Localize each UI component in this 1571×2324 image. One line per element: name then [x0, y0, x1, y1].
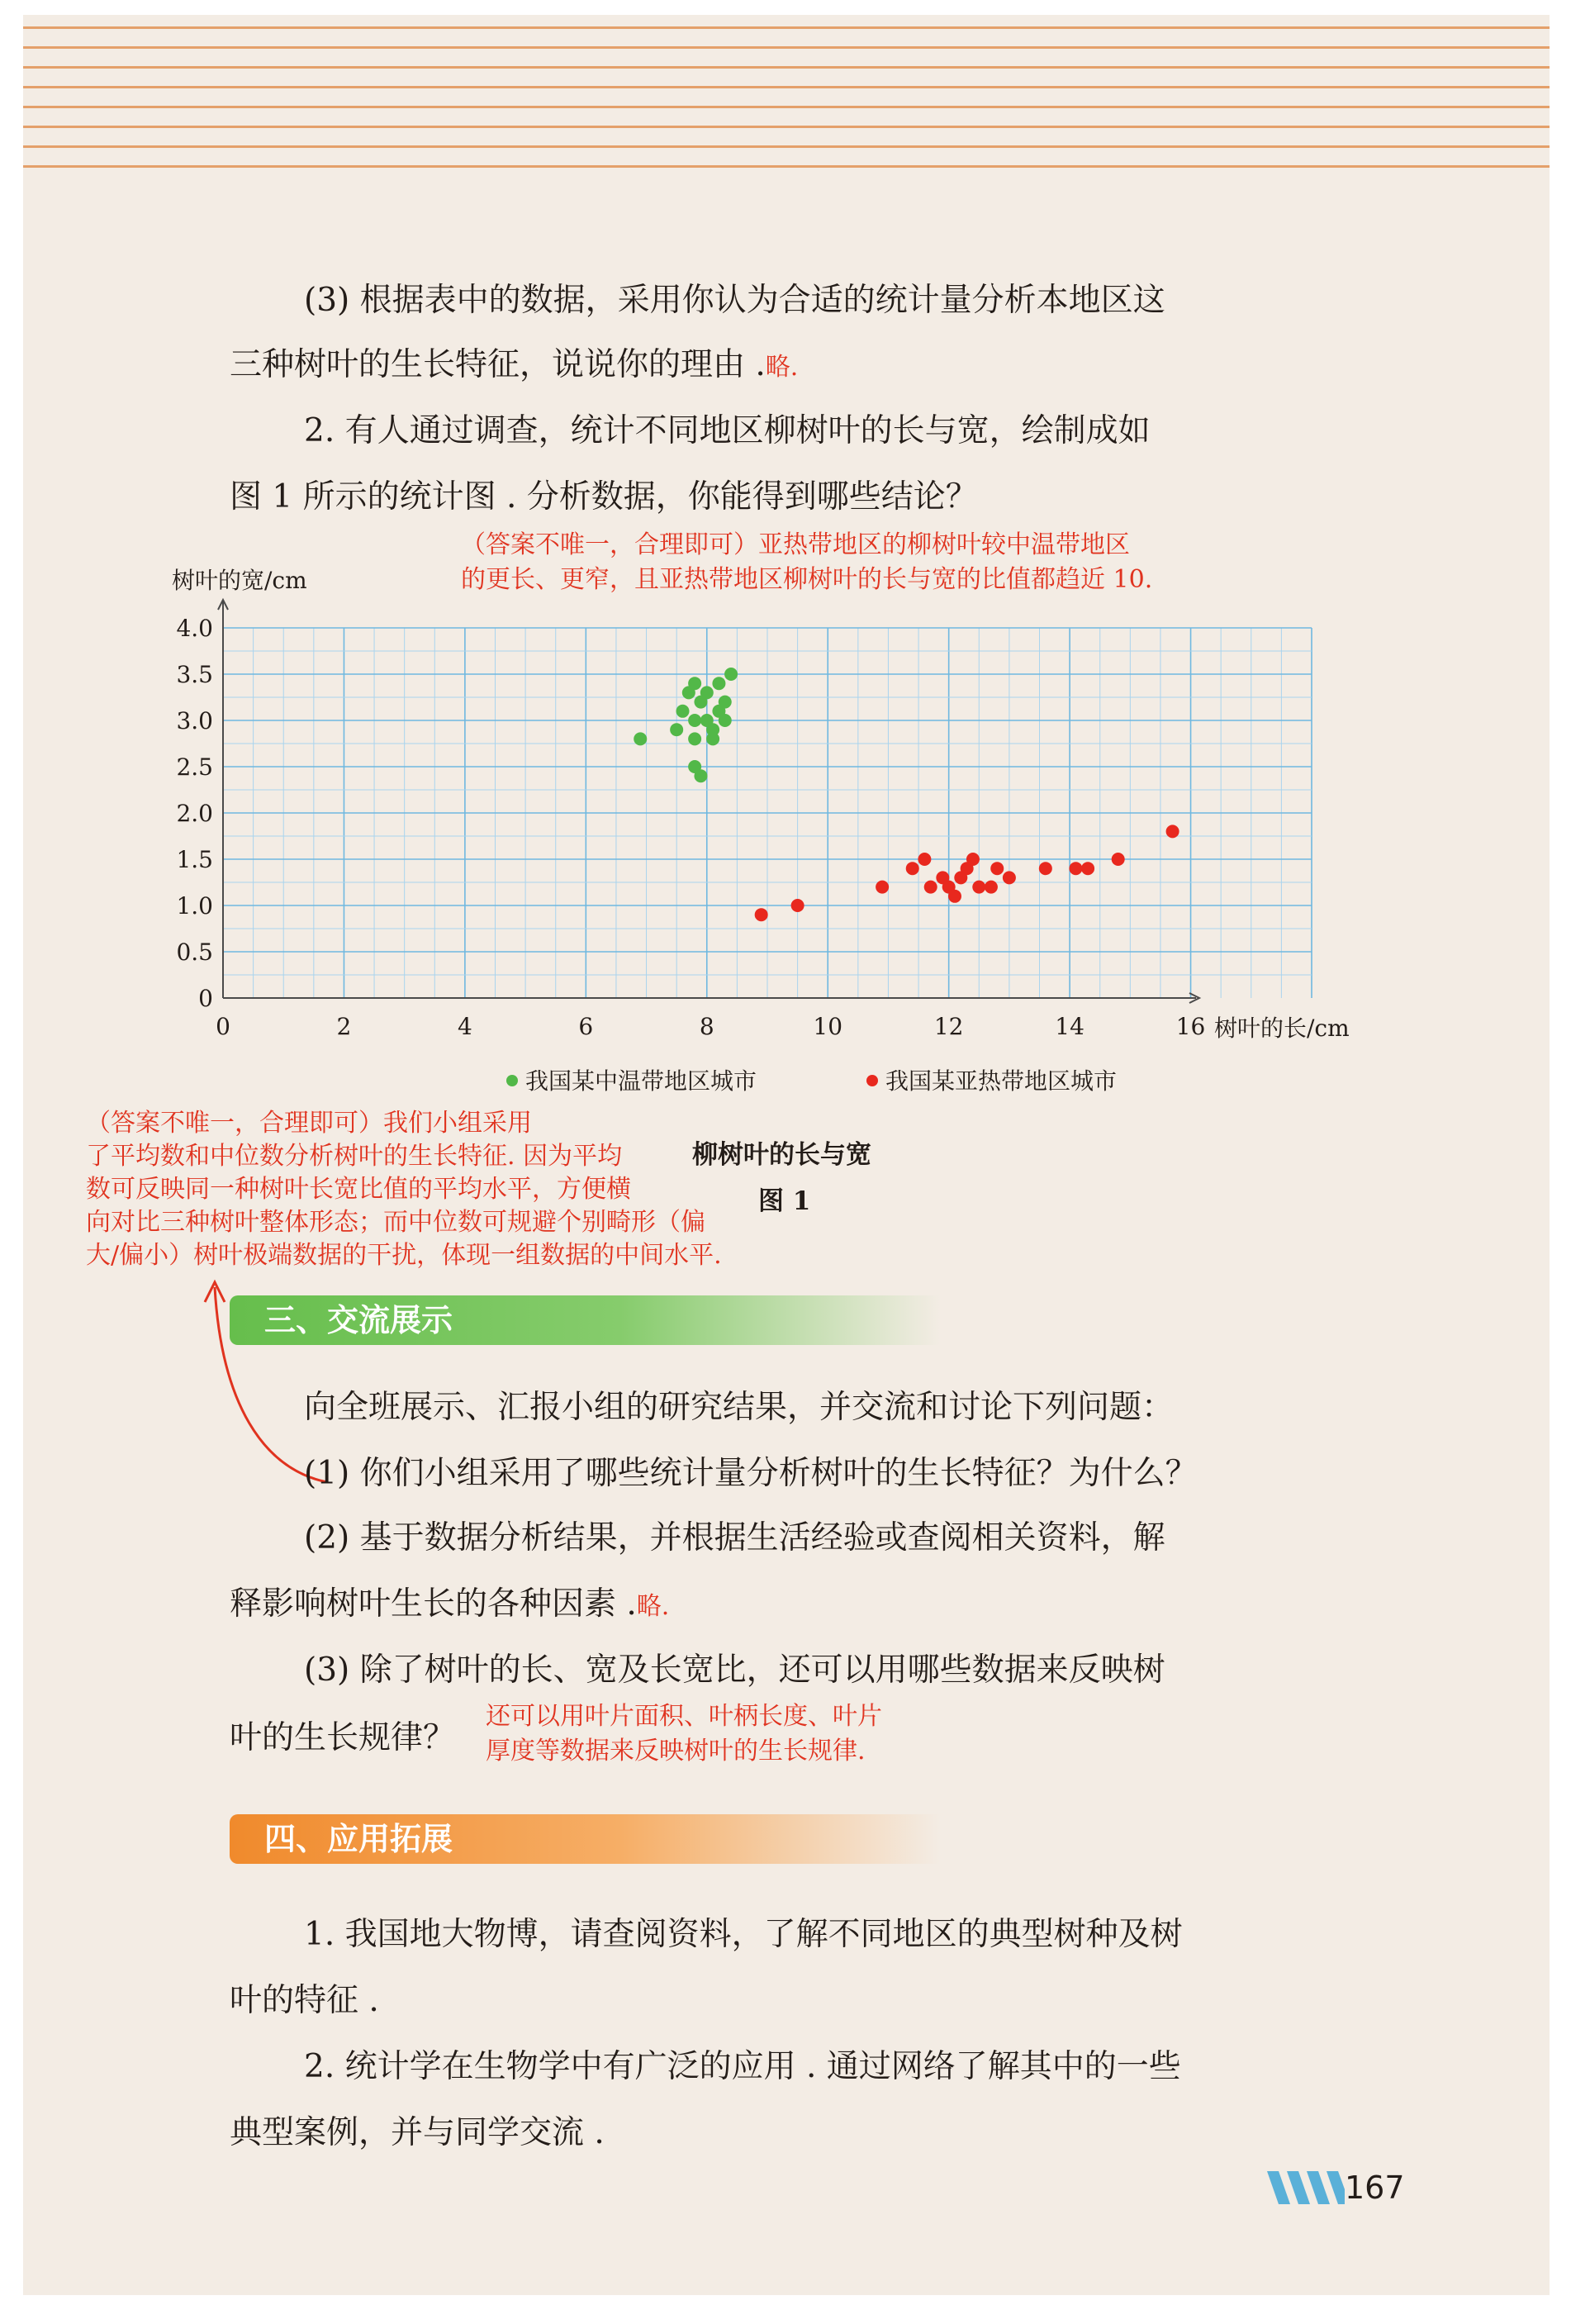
- subtropical-data-point: [906, 862, 919, 875]
- y-tick-label: 0.5: [176, 939, 213, 966]
- x-tick-label: 0: [216, 1013, 230, 1040]
- legend-label-temperate: 我国某中温带地区城市: [525, 1067, 757, 1095]
- subtropical-data-point: [1003, 871, 1016, 884]
- side-answer-line: 大/偏小）树叶极端数据的干扰，体现一组数据的中间水平.: [86, 1241, 722, 1270]
- subtropical-data-point: [918, 853, 931, 866]
- chart-points: [634, 668, 1179, 921]
- chart-legend: [506, 1067, 1117, 1095]
- x-tick-label: 14: [1055, 1013, 1085, 1040]
- x-axis-label: 树叶的长/cm: [1214, 1015, 1350, 1042]
- legend-swatch-subtropical: [866, 1075, 878, 1086]
- subtropical-data-point: [1166, 825, 1179, 838]
- temperate-data-point: [670, 723, 683, 736]
- side-answer-line: 了平均数和中位数分析树叶的生长特征. 因为平均: [86, 1142, 623, 1171]
- temperate-data-point: [700, 714, 714, 727]
- s3-q3-answer-line1: 还可以用叶片面积、叶柄长度、叶片: [486, 1702, 882, 1731]
- s3-q1: (1) 你们小组采用了哪些统计量分析树叶的生长特征？为什么？: [304, 1455, 1198, 1492]
- x-tick-label: 12: [933, 1013, 964, 1040]
- subtropical-data-point: [1069, 862, 1082, 875]
- x-tick-label: 10: [813, 1013, 843, 1040]
- s4-p1-line1: 1. 我国地大物博，请查阅资料，了解不同地区的典型树种及树: [304, 1916, 1183, 1953]
- s3-q3-line2: 叶的生长规律？: [230, 1719, 456, 1756]
- y-axis-label: 树叶的宽/cm: [172, 567, 307, 594]
- temperate-data-point: [719, 696, 732, 709]
- y-tick-label: 4.0: [176, 615, 213, 642]
- q3-line2-text: 三种树叶的生长特征，说说你的理由 .: [230, 346, 766, 383]
- chart-grid: [223, 628, 1312, 998]
- subtropical-data-point: [985, 881, 998, 894]
- textbook-page: [23, 15, 1550, 2295]
- s3-q2-line2-text: 释影响树叶生长的各种因素 .: [230, 1585, 637, 1623]
- s4-p1-line2: 叶的特征 .: [230, 1982, 379, 2019]
- chart-caption: 图 1: [758, 1186, 811, 1213]
- temperate-data-point: [688, 714, 701, 727]
- subtropical-data-point: [1112, 853, 1125, 866]
- y-tick-label: 2.5: [176, 753, 213, 781]
- s3-intro: 向全班展示、汇报小组的研究结果，并交流和讨论下列问题：: [304, 1389, 1175, 1426]
- subtropical-data-point: [755, 908, 768, 921]
- side-answer-line: （答案不唯一，合理即可）我们小组采用: [86, 1109, 532, 1138]
- legend-swatch-temperate: [506, 1075, 518, 1086]
- q2-line2: 图 1 所示的统计图 . 分析数据，你能得到哪些结论？: [230, 478, 978, 516]
- legend-label-subtropical: 我国某亚热带地区城市: [885, 1067, 1118, 1095]
- subtropical-data-point: [1039, 862, 1052, 875]
- temperate-data-point: [688, 732, 701, 745]
- temperate-data-point: [694, 769, 707, 782]
- subtropical-data-point: [1081, 862, 1094, 875]
- subtropical-data-point: [966, 853, 980, 866]
- s3-q3-answer-line2: 厚度等数据来反映树叶的生长规律.: [486, 1737, 866, 1766]
- y-tick-label: 3.0: [176, 707, 213, 734]
- chart-axes: [218, 600, 1199, 1003]
- page-number: 167: [1345, 2170, 1405, 2206]
- temperate-data-point: [712, 677, 725, 690]
- subtropical-data-point: [876, 881, 889, 894]
- y-tick-label: 1.5: [176, 846, 213, 873]
- page-number-stripes-icon: [1262, 2163, 1345, 2212]
- s3-q3-line1: (3) 除了树叶的长、宽及长宽比，还可以用哪些数据来反映树: [304, 1652, 1165, 1689]
- subtropical-data-point: [990, 862, 1004, 875]
- subtropical-data-point: [924, 881, 937, 894]
- x-tick-label: 8: [699, 1013, 714, 1040]
- section-3-header: 三、交流展示: [230, 1295, 940, 1345]
- temperate-data-point: [719, 714, 732, 727]
- x-tick-label: 6: [578, 1013, 594, 1040]
- side-answer-line: 数可反映同一种树叶长宽比值的平均水平，方便横: [86, 1175, 631, 1204]
- s4-p2-line2: 典型案例，并与同学交流 .: [230, 2114, 605, 2151]
- temperate-data-point: [634, 732, 647, 745]
- x-tick-label: 16: [1175, 1013, 1206, 1040]
- q2-line1: 2. 有人通过调查，统计不同地区柳树叶的长与宽，绘制成如: [304, 412, 1151, 449]
- s3-q2-answer: 略.: [636, 1592, 670, 1621]
- temperate-data-point: [724, 668, 738, 681]
- chart-title: 柳树叶的长与宽: [692, 1140, 871, 1170]
- side-answer-line: 向对比三种树叶整体形态；而中位数可规避个别畸形（偏: [86, 1208, 705, 1237]
- subtropical-data-point: [948, 890, 961, 903]
- section-4-header: 四、应用拓展: [230, 1814, 940, 1864]
- y-tick-label: 3.5: [176, 661, 213, 688]
- x-tick-label: 4: [457, 1013, 472, 1040]
- y-tick-label: 1.0: [176, 892, 213, 920]
- q2-answer-line2: 的更长、更窄，且亚热带地区柳树叶的长与宽的比值都趋近 10.: [461, 565, 1153, 594]
- q3-line1: (3) 根据表中的数据，采用你认为合适的统计量分析本地区这: [304, 282, 1165, 319]
- x-tick-label: 2: [336, 1013, 352, 1040]
- subtropical-data-point: [791, 899, 804, 912]
- subtropical-data-point: [972, 881, 985, 894]
- s3-q2-line2: [230, 1583, 669, 1626]
- y-tick-label: 0: [198, 985, 213, 1012]
- y-tick-label: 2.0: [176, 800, 213, 827]
- temperate-data-point: [700, 686, 714, 699]
- s4-p2-line1: 2. 统计学在生物学中有广泛的应用 . 通过网络了解其中的一些: [304, 2048, 1181, 2085]
- s3-q2-line1: (2) 基于数据分析结果，并根据生活经验或查阅相关资料，解: [304, 1519, 1165, 1556]
- q2-answer-line1: （答案不唯一，合理即可）亚热带地区的柳树叶较中温带地区: [461, 530, 1130, 559]
- q3-answer: 略.: [765, 353, 799, 382]
- temperate-data-point: [688, 677, 701, 690]
- temperate-data-point: [676, 705, 689, 718]
- header-ruled-lines: [23, 15, 1550, 188]
- q3-line2: [230, 344, 798, 387]
